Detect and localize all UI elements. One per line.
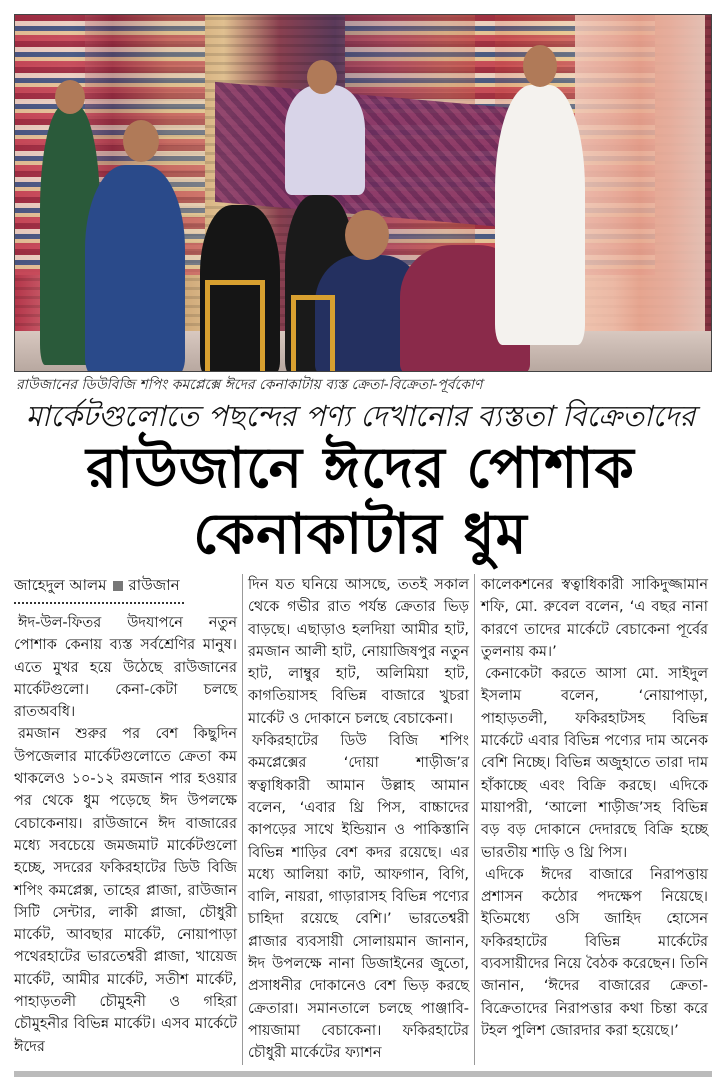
photo-chair [291, 295, 335, 372]
photo-person-head [123, 120, 159, 162]
byline-separator-icon [113, 581, 123, 591]
byline-location: রাউজান [128, 576, 180, 594]
article-column-1 [14, 574, 242, 1065]
paragraph: ফকিরহাটের ডিউ বিজি শপিং কমপ্লেক্সের ‘দোয়া শাড়ীজ’র স্বত্বাধিকারী আমান উল্লাহ আমান বলেন, ‘এবার থ্রি পিস, বাচ্চাদের কাপড়ের সাথে ইন্ডিয়ান ও পাকিস্তানি বিভিন্ন শাড়ির বেশ কদর রয়েছে। এর মধ্যে আলিয়া কাট, আফগান, বিগি, বালি, নায়রা, গাড়ারাসহ বিভিন্ন পণ্যের চাহিদা রয়েছে বেশি।’ ভারতেশ্বরী প্লাজার ব্যবসায়ী সোলায়মান জানান, ঈদ উপলক্ষে নানা ডিজাইনের জুতো, প্রসাধনীর দোকানেও বেশ ভিড় করছে ক্রেতারা। সমানতালে চলছে পাঞ্জাবি- পায়জামা বেচাকেনা। ফকিরহাটের চৌধুরী মার্কেটের ফ্যাশন [248, 733, 469, 1062]
photo-chair [205, 280, 265, 372]
photo-person [495, 85, 585, 345]
photo-saree [215, 82, 515, 228]
photo-person [85, 165, 185, 372]
photo-person-head [523, 45, 557, 87]
article-body [14, 574, 712, 1065]
article-column-2 [243, 574, 474, 1065]
byline [14, 574, 237, 596]
bottom-rule [14, 1071, 712, 1077]
paragraph: ঈদ-উল-ফিতর উদযাপনে নতুন পোশাক কেনায় ব্যস্ত সর্বশ্রেণির মানুষ। এতে মুখর হয়ে উঠেছে রাউজানের মার্কেটগুলো। কেনা-কেটা চলছে রাতঅবধি। [14, 615, 237, 721]
byline-divider [14, 598, 184, 604]
paragraph: কেনাকেটা করতে আসা মো. সাইদুল ইসলাম বলেন, ‘নোয়াপাড়া, পাহাড়তলী, ফকিরহাটসহ বিভিন্ন মার্কেটে এবার বিভিন্ন পণ্যের দাম অনেক বেশি নিচ্ছে। বিভিন্ন অজুহাতে তারা দাম হাঁকাচ্ছে এবং বিক্রি করছে। এদিকে মায়াপরী, ‘আলো শাড়ীজ’সহ বিভিন্ন বড় বড় দোকানে দেদারছে বিক্রি হচ্ছে ভারতীয় শাড়ি ও থ্রি পিস। [481, 666, 708, 861]
photo-person-head [307, 60, 337, 94]
article-headline: রাউজানে ঈদের পোশাক কেনাকাটার ধুম [86, 436, 635, 567]
article-column-3 [475, 574, 708, 1065]
news-photo [14, 14, 712, 372]
byline-author: জাহেদুল আলম [14, 576, 107, 594]
photo-person-head [55, 80, 85, 114]
paragraph: কালেকশনের স্বত্বাধিকারী সাকিদুজ্জামান শফি, মো. রুবেল বলেন, ‘এ বছর নানা কারণে তাদের মার্কেটে বেচাকেনা পূর্বের তুলনায় কম।’ [481, 577, 708, 660]
photo-drape [575, 15, 705, 372]
photo-person-head [345, 210, 389, 260]
paragraph: দিন যত ঘনিয়ে আসছে, ততই সকাল থেকে গভীর রাত পর্যন্ত ক্রেতার ভিড় বাড়ছে। এছাড়াও হলদিয়া আমীর হাট, রমজান আলী হাট, নোয়াজিষপুর নতুন হাট, লাম্বুর হাট, অলিমিয়া হাট, কাগতিয়াসহ বিভিন্ন বাজারে খুচরা মার্কেট ও দোকানে চলছে বেচাকেনা। [248, 577, 469, 727]
photo-caption: রাউজানের ডিউবিজি শপিং কমপ্লেক্সে ঈদের কেনাকাটায় ব্যস্ত ক্রেতা-বিক্রেতা-পূর্বকোণ [16, 377, 483, 393]
paragraph: এদিকে ঈদের বাজারে নিরাপত্তায় প্রশাসন কঠোর পদক্ষেপ নিয়েছে। ইতিমধ্যে ওসি জাহিদ হোসেন ফকিরহাটের বিভিন্ন মার্কেটের ব্যবসায়ীদের নিয়ে বৈঠক করেছেন। তিনি জানান, ‘ঈদের বাজারের ক্রেতা-বিক্রেতাদের নিরাপত্তার কথা চিন্তা করে টহল পুলিশ জোরদার করা হয়েছে।’ [481, 866, 708, 1039]
paragraph: রমজান শুরুর পর বেশ কিছুদিন উপজেলার মার্কেটগুলোতে ক্রেতা কম থাকলেও ১০-১২ রমজান পার হওয়ার পর থেকে ধুম পড়েছে ঈদ উপলক্ষে বেচাকেনায়। রাউজানে ঈদ বাজারের মধ্যে সবচেয়ে জমজমাট মার্কেটগুলো হচ্ছে, সদরের ফকিরহাটের ডিউ বিজি শপিং কমপ্লেক্স, তাহের প্লাজা, রাউজান সিটি সেন্টার, লাকী প্লাজা, চৌধুরী মার্কেট, আবছার মার্কেট, নোয়াপাড়া পথেরহাটের ভারতেশ্বরী প্লাজা, খায়েজ মার্কেট, আমীর মার্কেট, সতীশ মার্কেট, পাহাড়তলী চৌমুহনী ও গহিরা চৌমুহনীর বিভিন্ন মার্কেট। এসব মার্কেটে ঈদের [14, 726, 237, 1055]
article-subtitle: মার্কেটগুলোতে পছন্দের পণ্য দেখানোর ব্যস্ততা বিক্রেতাদের [25, 399, 696, 433]
photo-person [285, 85, 365, 195]
